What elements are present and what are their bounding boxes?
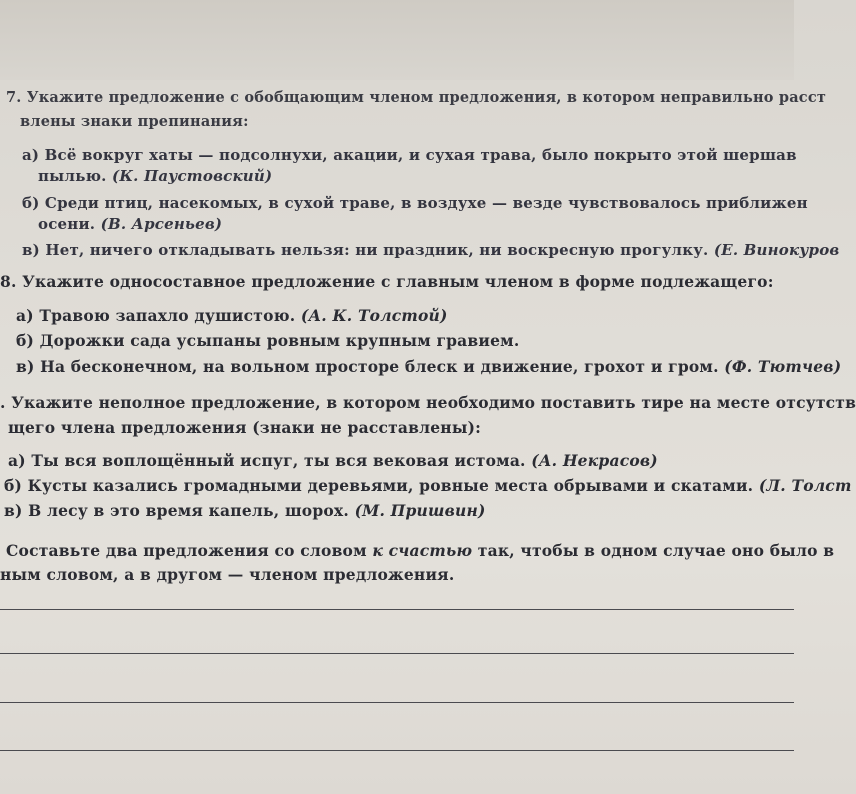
q7-option-b: б) Среди птиц, насекомых, в сухой траве, в воздухе — везде чувствовалось приближен [22,194,808,212]
q9-option-a-author: (А. Некрасов) [531,451,658,470]
q7-option-a-cont-text: пылью. [38,167,107,185]
q8-prompt: 8. Укажите односоставное предложение с главным членом в форме подлежащего: [0,272,774,291]
q9-option-b [4,477,852,495]
q8-option-a-author: (А. К. Толстой) [300,306,448,325]
q10-keyword: к счастью [372,541,473,560]
q8-option-a-text: а) Травою запахло душистою. [16,306,296,325]
q9-option-c-text: в) В лесу в это время капель, шорох. [4,501,349,520]
q8-option-c [16,358,841,376]
q7-option-b-cont-text: осени. [38,215,96,233]
q9-option-c [4,502,486,520]
q9-option-c-author: (М. Пришвин) [354,501,486,520]
answer-area[interactable] [0,590,794,794]
q9-option-a [8,452,658,470]
q9-prompt-line2: щего члена предложения (знаки не расставлены): [8,418,482,437]
q7-prompt-line1: 7. Укажите предложение с обобщающим членом предложения, в котором неправильно расст [6,89,827,106]
q9-option-a-text: а) Ты вся воплощённый испуг, ты вся вековая истома. [8,451,526,470]
q7-option-b-author: (В. Арсеньев) [100,215,223,233]
answer-line-2[interactable] [0,653,794,654]
page-top-shadow [0,0,794,80]
q8-option-c-text: в) На бесконечном, на вольном просторе блеск и движение, грохот и гром. [16,357,719,376]
q10-prompt-part-a: Составьте два предложения со словом [6,541,373,560]
q7-option-b-cont [38,215,222,233]
q7-option-c [22,241,839,259]
q9-option-b-text: б) Кусты казались громадными деревьями, ровные места обрывами и скатами. [4,476,754,495]
q7-option-a-cont [38,167,272,185]
q7-option-a-author: (К. Паустовский) [112,167,273,185]
q10-prompt-line1 [6,542,834,560]
q7-option-c-text: в) Нет, ничего откладывать нельзя: ни праздник, ни воскресную прогулку. [22,241,709,259]
q9-prompt-line1: . Укажите неполное предложение, в котором необходимо поставить тире на месте отсутств [0,393,856,412]
answer-line-3[interactable] [0,702,794,703]
answer-line-1[interactable] [0,609,794,610]
answer-line-4[interactable] [0,750,794,751]
q7-prompt-line2: влены знаки препинания: [20,113,249,130]
q10-prompt-part-b: так, чтобы в одном случае оно было в [472,541,835,560]
q8-option-c-author: (Ф. Тютчев) [724,357,842,376]
q8-option-a [16,307,448,325]
q10-prompt-line2: ным словом, а в другом — членом предложения. [0,565,455,584]
q7-option-c-author: (Е. Винокуров [713,241,840,259]
q7-option-a: а) Всё вокруг хаты — подсолнухи, акации, и сухая трава, было покрыто этой шершав [22,146,797,164]
q9-option-b-author: (Л. Толст [758,476,852,495]
q8-option-b: б) Дорожки сада усыпаны ровным крупным гравием. [16,331,520,350]
